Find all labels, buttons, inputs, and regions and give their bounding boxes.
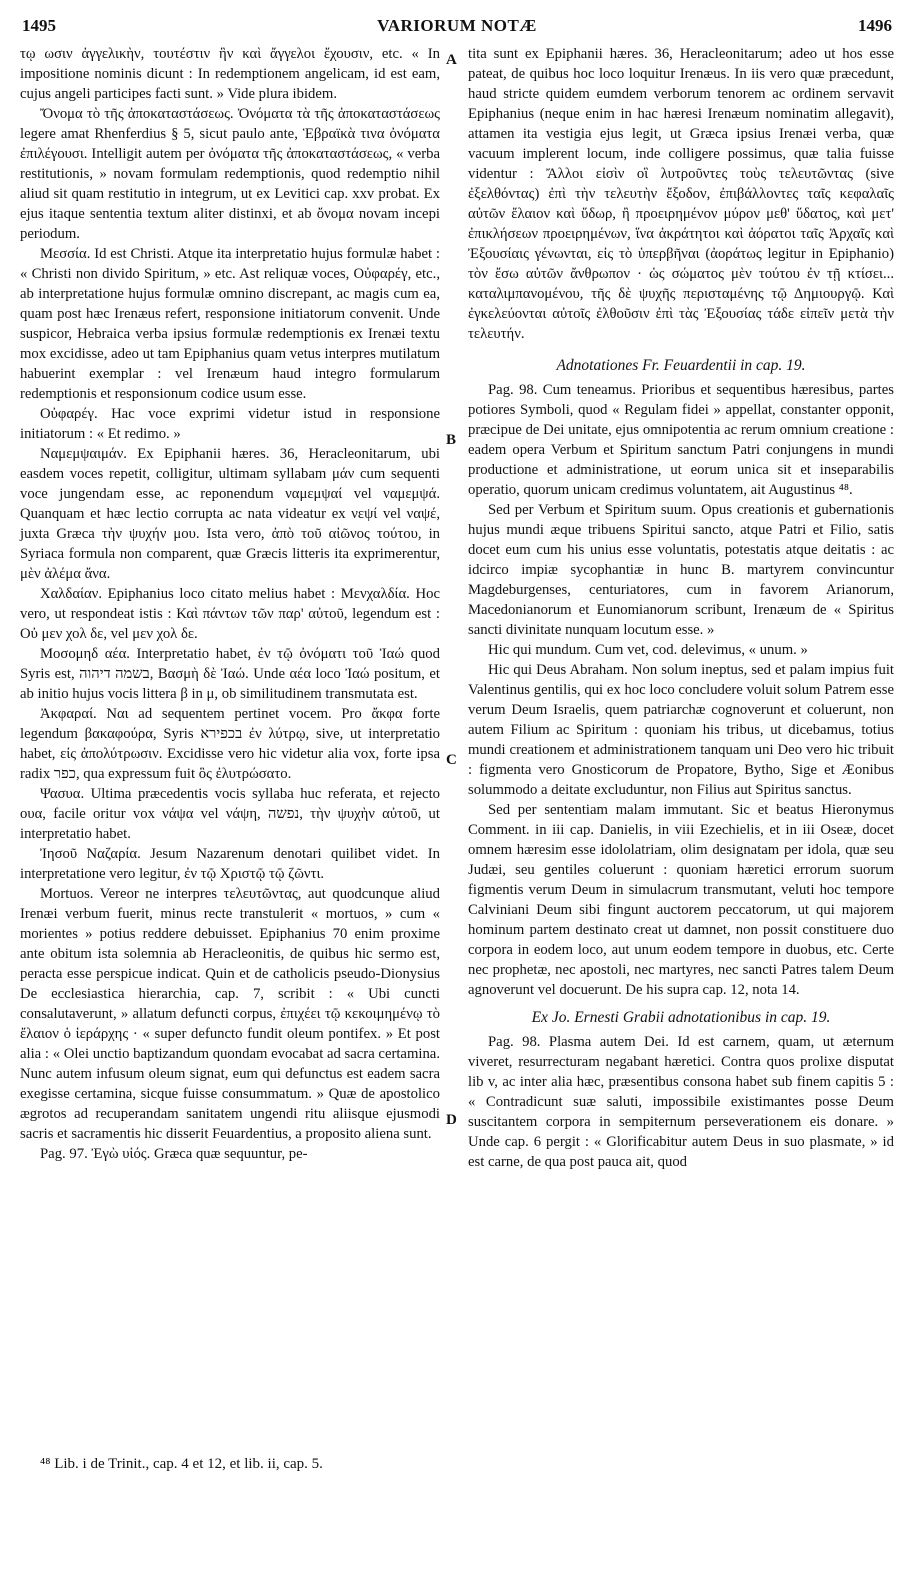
margin-marker-a: A — [446, 52, 457, 68]
right-paragraph: Sed per sententiam malam immutant. Sic et beatus Hieronymus Comment. in iii cap. Danielis, in viii Ezechielis, et in iii Oseæ, docet omnem hæresim esse idololatriam, olim designatam per idola, quæ seu Judæi, seu gentiles coluerunt : quoniam hæretici errorum suorum figmentis verum Deum in simulacrum transmutant, veluti hoc tempore Calviniani Deum sibi fingunt auctorem peccatorum, ut qui majorem hominum partem destinato creat ut damnet, non possit constituere duo corpora in eodem loco, aut unum eodem tempore in duobus, etc. Certe nec prophetæ, nec apostoli, nec martyres, nec sancti Patres talem Deum agnoverunt vel docuerunt. De his supra cap. 12, nota 14. — [468, 802, 894, 998]
section-heading: Adnotationes Fr. Feuardentii in cap. 19. — [556, 357, 806, 374]
left-column — [20, 44, 440, 1164]
right-paragraph: Hic qui Deus Abraham. Non solum ineptus, sed et palam impius fuit Valentinus gentilis, qui ex hoc loco concludere voluit solum Patrem esse verum Deum Israelis, quem patriarchæ cognoverunt et coluerunt, non autem Filium ac Spiritum : quoniam his tribus, ut dicebamus, totius mundi creationem et administrationem tanquam uni Deo vero hic tribuit : figmenta vero Gnosticorum de Propatore, Bytho, Sige et Æonibus solummodo a deitate excluduntur, non Filius aut Spiritus sanctus. — [468, 662, 894, 798]
right-paragraph: tita sunt ex Epiphanii hæres. 36, Heracleonitarum; adeo ut hos esse pateat, de quibus hoc loco loquitur Irenæus. In iis vero quæ præcedunt, haud stricte quidem eumdem verborum tenorem ac ordinem servavit Epiphanius (neque enim in hac hæresi Irenæum nominatim allegavit), attamen ita vestigia ejus legit, ut Græca ipsius Irenæi verba, quæ vacuum implerent locum, inde colligere possimus, quæ talia fuisse videntur : Ἄλλοι εἰσὶν οἳ λυτροῦντες τοὺς τελευτῶντας (sive ἐξελθόντας) ἐπὶ τὴν τελευτὴν ἔξοδον, ἐπιβάλλοντες ταῖς κεφαλαῖς αὐτῶν ἔλαιον καὶ ὕδωρ, ἢ προειρημένον μύρον μεθ' ὕδατος, καὶ μετ' ἐπικλήσεων προειρημένων, ἵνα ἀκράτητοι καὶ ἀόρατοι ταῖς Ἀρχαῖς καὶ Ἐξουσίαις γένωνται, εἰς τὸ ὑπερβῆναι (ἀοράτως legitur in Epiphanio) τὸν ἔσω αὐτῶν ἄνθρωπον · ὡς σώματος μὲν τούτου ἐν τῇ κτίσει... καταλιμπανομένου, τῆς δὲ ψυχῆς περισταμένης τῷ Δημιουργῷ. Καὶ ἐγκελεύονται αὐτοῖς ἐλθοῦσιν ἐπὶ τὰς Ἐξουσίας τάδε εἰπεῖν μετὰ τὴν τελευτήν. — [468, 46, 894, 342]
running-title: VARIORUM NOTÆ — [377, 16, 537, 35]
right-paragraph: Sed per Verbum et Spiritum suum. Opus creationis et gubernationis hujus mundi æque tribuens Spiritui sancto, atque Patri et Filio, satis docet eum cum his unius esse voluntatis, potestatis atque deitatis : ac idcirco impiæ sycophantiæ in hunc B. martyrem convincuntur Magdeburgenses, centuriatores, cum in favorem Arianorum, Macedonianorum et Eunomianorum scribunt, Irenæum de « Spiritus sancti divinitate nunquam locutum esse. » — [468, 502, 894, 638]
left-paragraph: Ἰησοῦ Ναζαρία. Jesum Nazarenum denotari quilibet videt. In interpretatione vero legitur, ἐν τῷ Χριστῷ τῷ ζῶντι. — [20, 846, 440, 882]
left-paragraph: Pag. 97. Ἐγὼ υἱός. Græca quæ sequuntur, pe- — [40, 1146, 308, 1162]
left-paragraph: τῳ ωσιν ἀγγελικὴν, τουτέστιν ἣν καὶ ἄγγελοι ἔχουσιν, etc. « In impositione nominis dicunt : In redemptionem angelicam, id est eam, cujus angeli participes facti sunt. » Vide plura ibidem. — [20, 46, 440, 102]
right-paragraph: Hic qui mundum. Cum vet, cod. delevimus, « unum. » — [488, 642, 808, 658]
left-paragraph: Μοσομηδ αέα. Interpretatio habet, ἐν τῷ ὀνόματι τοῦ Ἰαώ quod Syris est, בשמה דיהוה, Βασμὴ δὲ Ἰαώ. Unde αέα loco Ἰαώ positum, et ab initio hujus vocis littera β in μ, ob similitudinem transmutata est. — [20, 646, 441, 702]
right-paragraph: Pag. 98. Plasma autem Dei. Id est carnem, quam, ut æternum viveret, resurrecturam negabant hæretici. Contra quos prolixe disputat lib v, ac inter alia hæc, præsentibus consona habet sub finem capitis 5 : « Contradicunt suæ saluti, impossibile existimantes posse Deum suscitantem corpora in sempiternum perseverationem eis donare. » Unde cap. 6 pergit : « Glorificabitur autem Deus in suo plasmate, » id est carne, de qua post pauca ait, quod — [468, 1034, 894, 1170]
right-column — [468, 44, 894, 1172]
left-paragraph: Ναμεμψαιμάν. Ex Epiphanii hæres. 36, Heracleonitarum, ubi easdem voces repetit, colligitur, ultimam syllabam μάν cum sequenti voce jungendam esse, ac reponendum ναμεμψαί vel ναμεμψά. Quanquam et hæc lectio corrupta ac nata videatur ex νεψί vel ναψέ, juxta Græca τὴν ψυχήν μου. Ista vero, ἀπὸ τοῦ αἰῶνος τούτου, in Syriaca formula non comparent, quæ Græcis litteris ita exprimerentur, μὲν ἀλέμα ἄνα. — [20, 446, 440, 582]
left-paragraph: Οὐφαρέγ. Hac voce exprimi videtur istud in responsione initiatorum : « Et redimo. » — [20, 406, 440, 442]
left-paragraph: Mortuos. Vereor ne interpres τελευτῶντας, aut quodcunque aliud Irenæi verbum fuerit, minus recte transtulerit « mortuos, » cum « morientes » potius reddere debuisset. Epiphanius 70 enim proxime ante obitum ista solemnia ab Heracleonitis, de quibus hic sermo est, peracta esse perspicue indicat. Quin et de catholicis pseudo-Dionysius De ecclesiastica hierarchia, cap. 7, scribit : « Ubi cuncti consalutaverunt, » allatum defuncti corpus, ἐπιχέει τῷ κεκοιμημένῳ τὸ ἔλαιον ὁ ἱεράρχης · « super defuncto fundit oleum pontifex. » Et post alia : « Olei unctio baptizandum quondam evocabat ad sacra certamina. Nunc autem infusum oleum signat, eum qui defunctus est eadem sacra exegisse certamina, sicque fuisse consummatum. » Quæ de apostolico ægrotos ad recuperandam sanitatem ungendi ritu aliisque ejusmodi sacris et sacramentis hic disserit Feuardentius, a proposito aliena sunt. — [20, 886, 440, 1142]
left-paragraph: Ἀκφαραί. Ναι ad sequentem pertinet vocem. Pro ἄκφα forte legendum βακαφούρα, Syris בכפירא ἐν λύτρῳ, sive, ut interpretatio habet, εἰς ἀπολύτρωσιν. Excidisse vero hic videtur alia vox, forte ipsa radix כפר, qua expressum fuit ὃς ἐλυτρώσατο. — [20, 706, 440, 782]
page-number-left: 1495 — [22, 16, 56, 35]
left-paragraph: Μεσσία. Id est Christi. Atque ita interpretatio hujus formulæ habet : « Christi non divido Spiritum, » etc. Ast reliquæ voces, Οὐφαρέγ, etc., ab interpretatione hujus formulæ omnino discrepant, ac magis cum ea, quam post hæc Irenæus refert, responsione initiatorum convenit. Unde suspicor, Hebraica verba ipsius formulæ redemptionis ex Irenæi textu mox excidisse, adeo ut tam Epiphanius quam vetus interpres mutilatum habuerint exemplar : vel Irenæum haud integro formularum redemptionis et responsionum codice usum esse. — [20, 246, 440, 402]
left-paragraph: Ψασυα. Ultima præcedentis vocis syllaba huc referata, et rejecto ουα, facile oritur vox νάψα vel νάψη, נפשה, τὴν ψυχὴν αὐτοῦ, ut interpretatio habet. — [20, 786, 440, 842]
footnote: ⁴⁸ Lib. i de Trinit., cap. 4 et 12, et lib. ii, cap. 5. — [40, 1456, 323, 1472]
section-heading: Ex Jo. Ernesti Grabii adnotationibus in cap. 19. — [531, 1009, 831, 1026]
margin-marker-b: B — [446, 432, 457, 448]
page-number-right: 1496 — [858, 16, 892, 35]
left-paragraph: Ὄνομα τὸ τῆς ἀποκαταστάσεως. Ὀνόματα τὰ τῆς ἀποκαταστάσεως legere amat Rhenferdius § 5, sicut paulo ante, Ἑβραϊκὰ τινα ὀνόματα ἐπιλέγουσι. Intelligit autem per ὀνόματα τῆς ἀποκαταστάσεως, « verba restitutionis, » novam formulam redemptionis, quod redemptio nihil aliud sit quam restitutio in integrum, ut ex Levitici cap. xxv probat. Ex ejus itaque sententia textum aliter distinxi, et ab ὄνομα novam incepi periodum. — [20, 106, 440, 242]
right-paragraph: Pag. 98. Cum teneamus. Prioribus et sequentibus hæresibus, partes potiores Symboli, quod « Regulam fidei » appellat, constanter opponit, præcipue de Dei unitate, ejus omnipotentia ac rerum omnium creatione : eadem opera Verbum et Spiritum sanctum Patri conjungens in mundi productione et administratione, ut eorum unica sit et inseparabilis operatio, quorum unicam credimus voluntatem, ait Augustinus ⁴⁸. — [468, 382, 894, 498]
page-header — [22, 16, 892, 42]
margin-marker-c: C — [446, 752, 457, 768]
margin-marker-d: D — [446, 1112, 457, 1128]
left-paragraph: Χαλδαίαν. Epiphanius loco citato melius habet : Μενχαλδία. Hoc vero, ut respondeat istis : Καὶ πάντων τῶν παρ' αὐτοῦ, legendum est : Οὐ μεν χολ δε, vel μεν χολ δε. — [20, 586, 440, 642]
